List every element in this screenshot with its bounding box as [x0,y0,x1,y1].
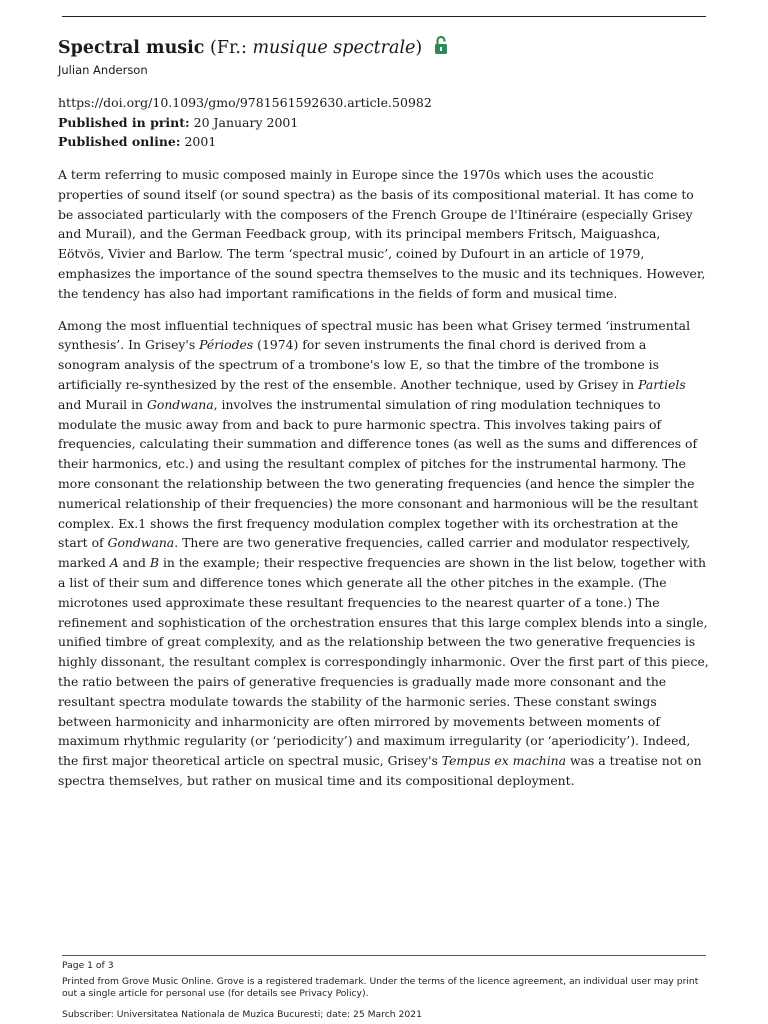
marker-b: B [149,555,160,571]
author-name: Julian Anderson [58,63,148,77]
p2-text-3: and Murail in [58,396,147,412]
work-title-gondwana: Gondwana [146,396,214,412]
p2-text-8: was a treatise not on spectra themselves, but rather on musical time and its compositional deployment. [58,753,702,788]
p2-text-1: Among the most influential techniques of spectral music has been what Grisey termed ‘instrumental synthesis’. In Grisey's [58,317,691,353]
article-title [58,34,708,64]
print-date: 20 January 2001 [189,114,299,130]
title-french-term: musique spectrale [252,38,416,58]
open-lock-icon[interactable] [434,35,448,64]
page-number: Page 1 of 3 [62,960,114,971]
licence-notice: Printed from Grove Music Online. Grove is a registered trademark. Under the terms of the licence agreement, an individual user may print out a single article for personal use (for details see Privacy Policy). [62,975,699,999]
work-title-partiels: Partiels [638,376,686,392]
work-title-gondwana-2: Gondwana [107,535,175,551]
title-paren-open: (Fr.: [204,38,253,58]
title-paren-close: ) [415,38,423,58]
subscriber-info: Subscriber: Universitatea Nationala de Muzica Bucuresti; date: 25 March 2021 [62,1008,422,1020]
work-title-tempus: Tempus ex machina [441,753,567,769]
doi-link[interactable]: https://doi.org/10.1093/gmo/9781561592630.article.50982 [58,95,432,110]
p2-text-6: and [118,555,150,571]
p2-text-4: , involves the instrumental simulation of ring modulation techniques to modulate the music away from and back to pure harmonic spectra. This involves taking pairs of frequencies, calculating their summation and difference tones (as well as the sums and differences of their harmonics, etc.) and using the resultant complex of pitches for the instrumental harmony. The more consonant the relationship between the two generating frequencies (and hence the simpler the numerical relationship of their frequencies) the more consonant and harmonious will be the resultant complex. Ex.1 shows the first frequency modulation complex together with its orchestration at the start of [58,396,699,551]
title-text: Spectral music [58,38,205,58]
p2-text-2: (1974) for seven instruments the final chord is derived from a sonogram analysis of the spectrum of a trombone's low E, so that the timbre of the trombone is artificially re-synthesized by the rest of the ensemble. Another technique, used by Grisey in [58,337,659,392]
print-label: Published in print: [58,114,190,130]
page-footer [62,960,708,1021]
work-title-periodes: Périodes [199,337,254,353]
marker-a: A [109,555,119,571]
p2-text-5: . There are two generative frequencies, called carrier and modulator respectively, marked [58,535,691,571]
article-body [58,165,709,803]
publication-meta [58,93,432,152]
online-date: 2001 [180,134,217,149]
top-divider [62,16,706,17]
published-online [58,132,432,152]
published-print [58,113,432,133]
paragraph-1: A term referring to music composed mainly in Europe since the 1970s which uses the acoustic properties of sound itself (or sound spectra) as the basis of its compositional material. It has come to be associated particularly with the composers of the French Groupe de l'Itinéraire (especially Grisey and Murail), and the German Feedback group, with its principal members Fritsch, Maiguashca, Eötvös, Vivier and Barlow. The term ‘spectral music’, coined by Dufourt in an article of 1979, emphasizes the importance of the sound spectra themselves to the music and its techniques. However, the tendency has also had important ramifications in the fields of form and musical time. [58,167,706,301]
online-label: Published online: [58,134,181,149]
p2-text-7: in the example; their respective frequencies are shown in the list below, together with a list of their sum and difference tones which generate all the other pitches in the example. (The microtones used approximate these resultant frequencies to the nearest quarter of a tone.) The refinement and sophistication of the orchestration ensures that this large complex blends into a single, unified timbre of great complexity, and as the relationship between the two generative frequencies is highly dissonant, the resultant complex is correspondingly inharmonic. Over the first part of this piece, the ratio between the pairs of generative frequencies is gradually made more consonant and the resultant spectra modulate towards the stability of the harmonic series. These constant swings between harmonicity and inharmonicity are often mirrored by movements between moments of maximum rhythmic regularity (or ‘periodicity’) and maximum irregularity (or ‘aperiodicity’). Indeed, the first major theoretical article on spectral music, Grisey's [58,555,709,769]
paragraph-2 [58,316,709,791]
footer-divider [62,955,706,956]
